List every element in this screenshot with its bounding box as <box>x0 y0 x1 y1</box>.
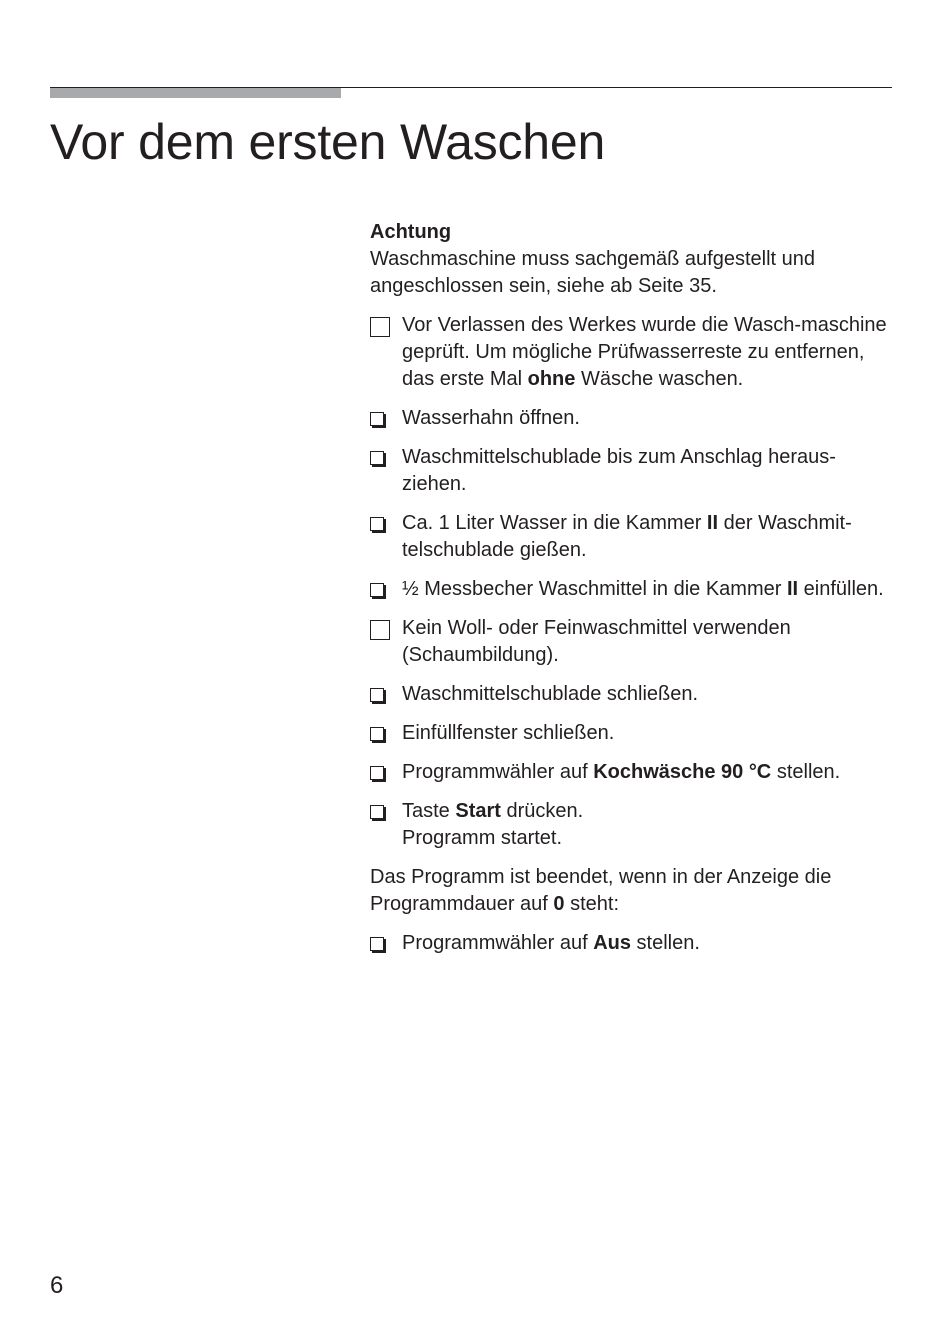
checkbox-icon <box>370 517 384 531</box>
step-text: Einfüllfenster schließen. <box>402 722 615 744</box>
checkbox-icon <box>370 766 384 780</box>
note-text: Kein Woll- oder Feinwaschmittel verwenden (Schaumbildung). <box>402 617 791 666</box>
step-text: Wasserhahn öffnen. <box>402 407 580 429</box>
step-text: Ca. 1 Liter Wasser in die Kammer II der Waschmit-telschublade gießen. <box>402 512 852 561</box>
step-close-drawer <box>370 681 900 708</box>
note-factory-test <box>370 312 900 393</box>
step-text: Taste Start drücken. <box>402 800 584 822</box>
program-end-paragraph: Das Programm ist beendet, wenn in der Anzeige die Programmdauer auf 0 steht: <box>370 866 832 915</box>
checkbox-icon <box>370 727 384 741</box>
checkbox-icon <box>370 688 384 702</box>
step-text: ½ Messbecher Waschmittel in die Kammer II einfüllen. <box>402 578 884 600</box>
caution-heading: Achtung <box>370 221 452 243</box>
note-detergent-warning <box>370 615 900 669</box>
caution-text: Waschmaschine muss sachgemäß aufgestellt und angeschlossen sein, siehe ab Seite 35. <box>370 248 816 297</box>
step-text: Waschmittelschublade schließen. <box>402 683 699 705</box>
step-close-door <box>370 720 900 747</box>
checkbox-icon <box>370 583 384 597</box>
page-number: 6 <box>50 1272 64 1299</box>
note-box-icon <box>370 620 390 640</box>
checkbox-icon <box>370 451 384 465</box>
step-pour-water <box>370 510 900 564</box>
step-text: Programmwähler auf Aus stellen. <box>402 932 700 954</box>
step-text: Waschmittelschublade bis zum Anschlag heraus-ziehen. <box>402 446 836 495</box>
checkbox-icon <box>370 937 384 951</box>
step-pull-drawer <box>370 444 900 498</box>
checkbox-icon <box>370 412 384 426</box>
page-title: Vor dem ersten Waschen <box>50 114 606 170</box>
step-press-start <box>370 798 900 852</box>
header-accent-bar <box>50 88 341 98</box>
step-open-tap <box>370 405 900 432</box>
step-add-detergent <box>370 576 900 603</box>
note-text: Vor Verlassen des Werkes wurde die Wasch-maschine geprüft. Um mögliche Prüfwasserreste zu entfernen, das erste Mal ohne Wäsche waschen. <box>402 314 887 390</box>
step-program-off <box>370 930 900 957</box>
note-box-icon <box>370 317 390 337</box>
checkbox-icon <box>370 805 384 819</box>
step-text: Programmwähler auf Kochwäsche 90 °C stellen. <box>402 761 841 783</box>
step-result-text: Programm startet. <box>402 827 563 849</box>
step-set-program <box>370 759 900 786</box>
instructions-column <box>370 219 900 969</box>
